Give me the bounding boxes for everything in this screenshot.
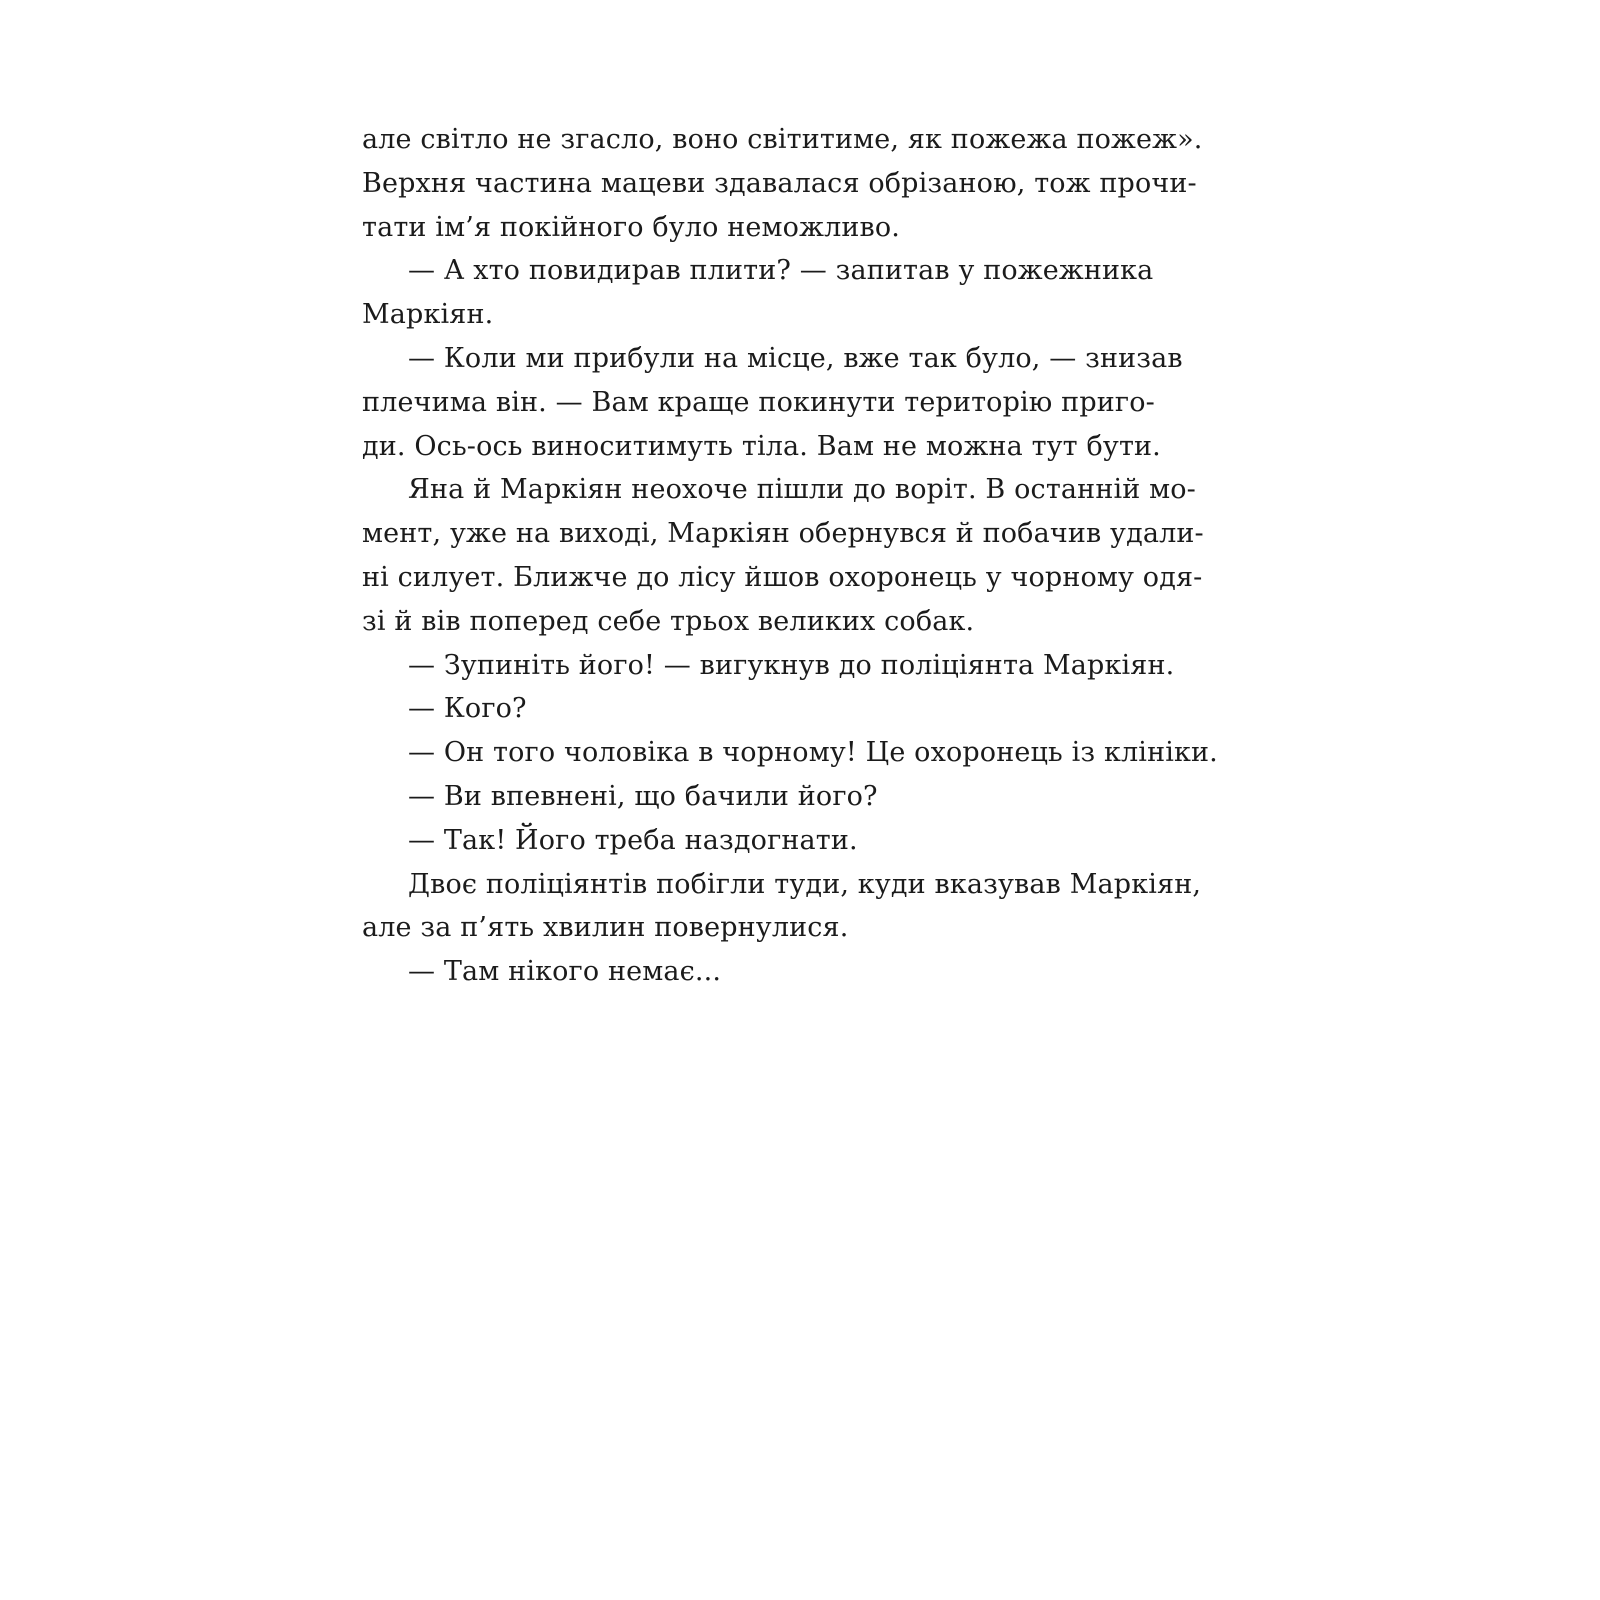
text-line: — Там нікого немає...	[408, 956, 722, 988]
text-line: ні силует. Ближче до лісу йшов охоронець у чорному одя-	[362, 561, 1203, 593]
text-line: Маркіян.	[362, 299, 494, 331]
text-line: тати ім’я покійного було неможливо.	[362, 211, 901, 243]
text-line: — Коли ми прибули на місце, вже так було, — знизав	[408, 342, 1183, 374]
page-text	[362, 118, 1262, 994]
text-line: Верхня частина мацеви здавалася обрізаною, тож прочи-	[362, 167, 1197, 199]
text-line: — Так! Його треба наздогнати.	[408, 824, 858, 856]
text-line: — Зупиніть його! — вигукнув до поліціянта Маркіян.	[408, 649, 1175, 681]
text-line: Двоє поліціянтів побігли туди, куди вказував Маркіян,	[408, 868, 1202, 900]
text-line: Яна й Маркіян неохоче пішли до воріт. В останній мо-	[408, 474, 1196, 506]
text-line: мент, уже на виході, Маркіян обернувся й побачив удали-	[362, 518, 1204, 550]
text-line: зі й вів поперед себе трьох великих собак.	[362, 605, 975, 637]
text-line: ди. Ось-ось виноситимуть тіла. Вам не можна тут бути.	[362, 430, 1161, 462]
text-line: але за п’ять хвилин повернулися.	[362, 912, 849, 944]
text-line: — Кого?	[408, 693, 527, 725]
text-line: плечима він. — Вам краще покинути територію приго-	[362, 386, 1155, 418]
text-line: — Ви впевнені, що бачили його?	[408, 780, 878, 812]
text-line: але світло не згасло, воно світитиме, як пожежа пожеж».	[362, 124, 1203, 155]
text-line: — Он того чоловіка в чорному! Це охоронець із клініки.	[408, 737, 1218, 769]
text-line: — А хто повидирав плити? — запитав у пожежника	[408, 255, 1154, 287]
